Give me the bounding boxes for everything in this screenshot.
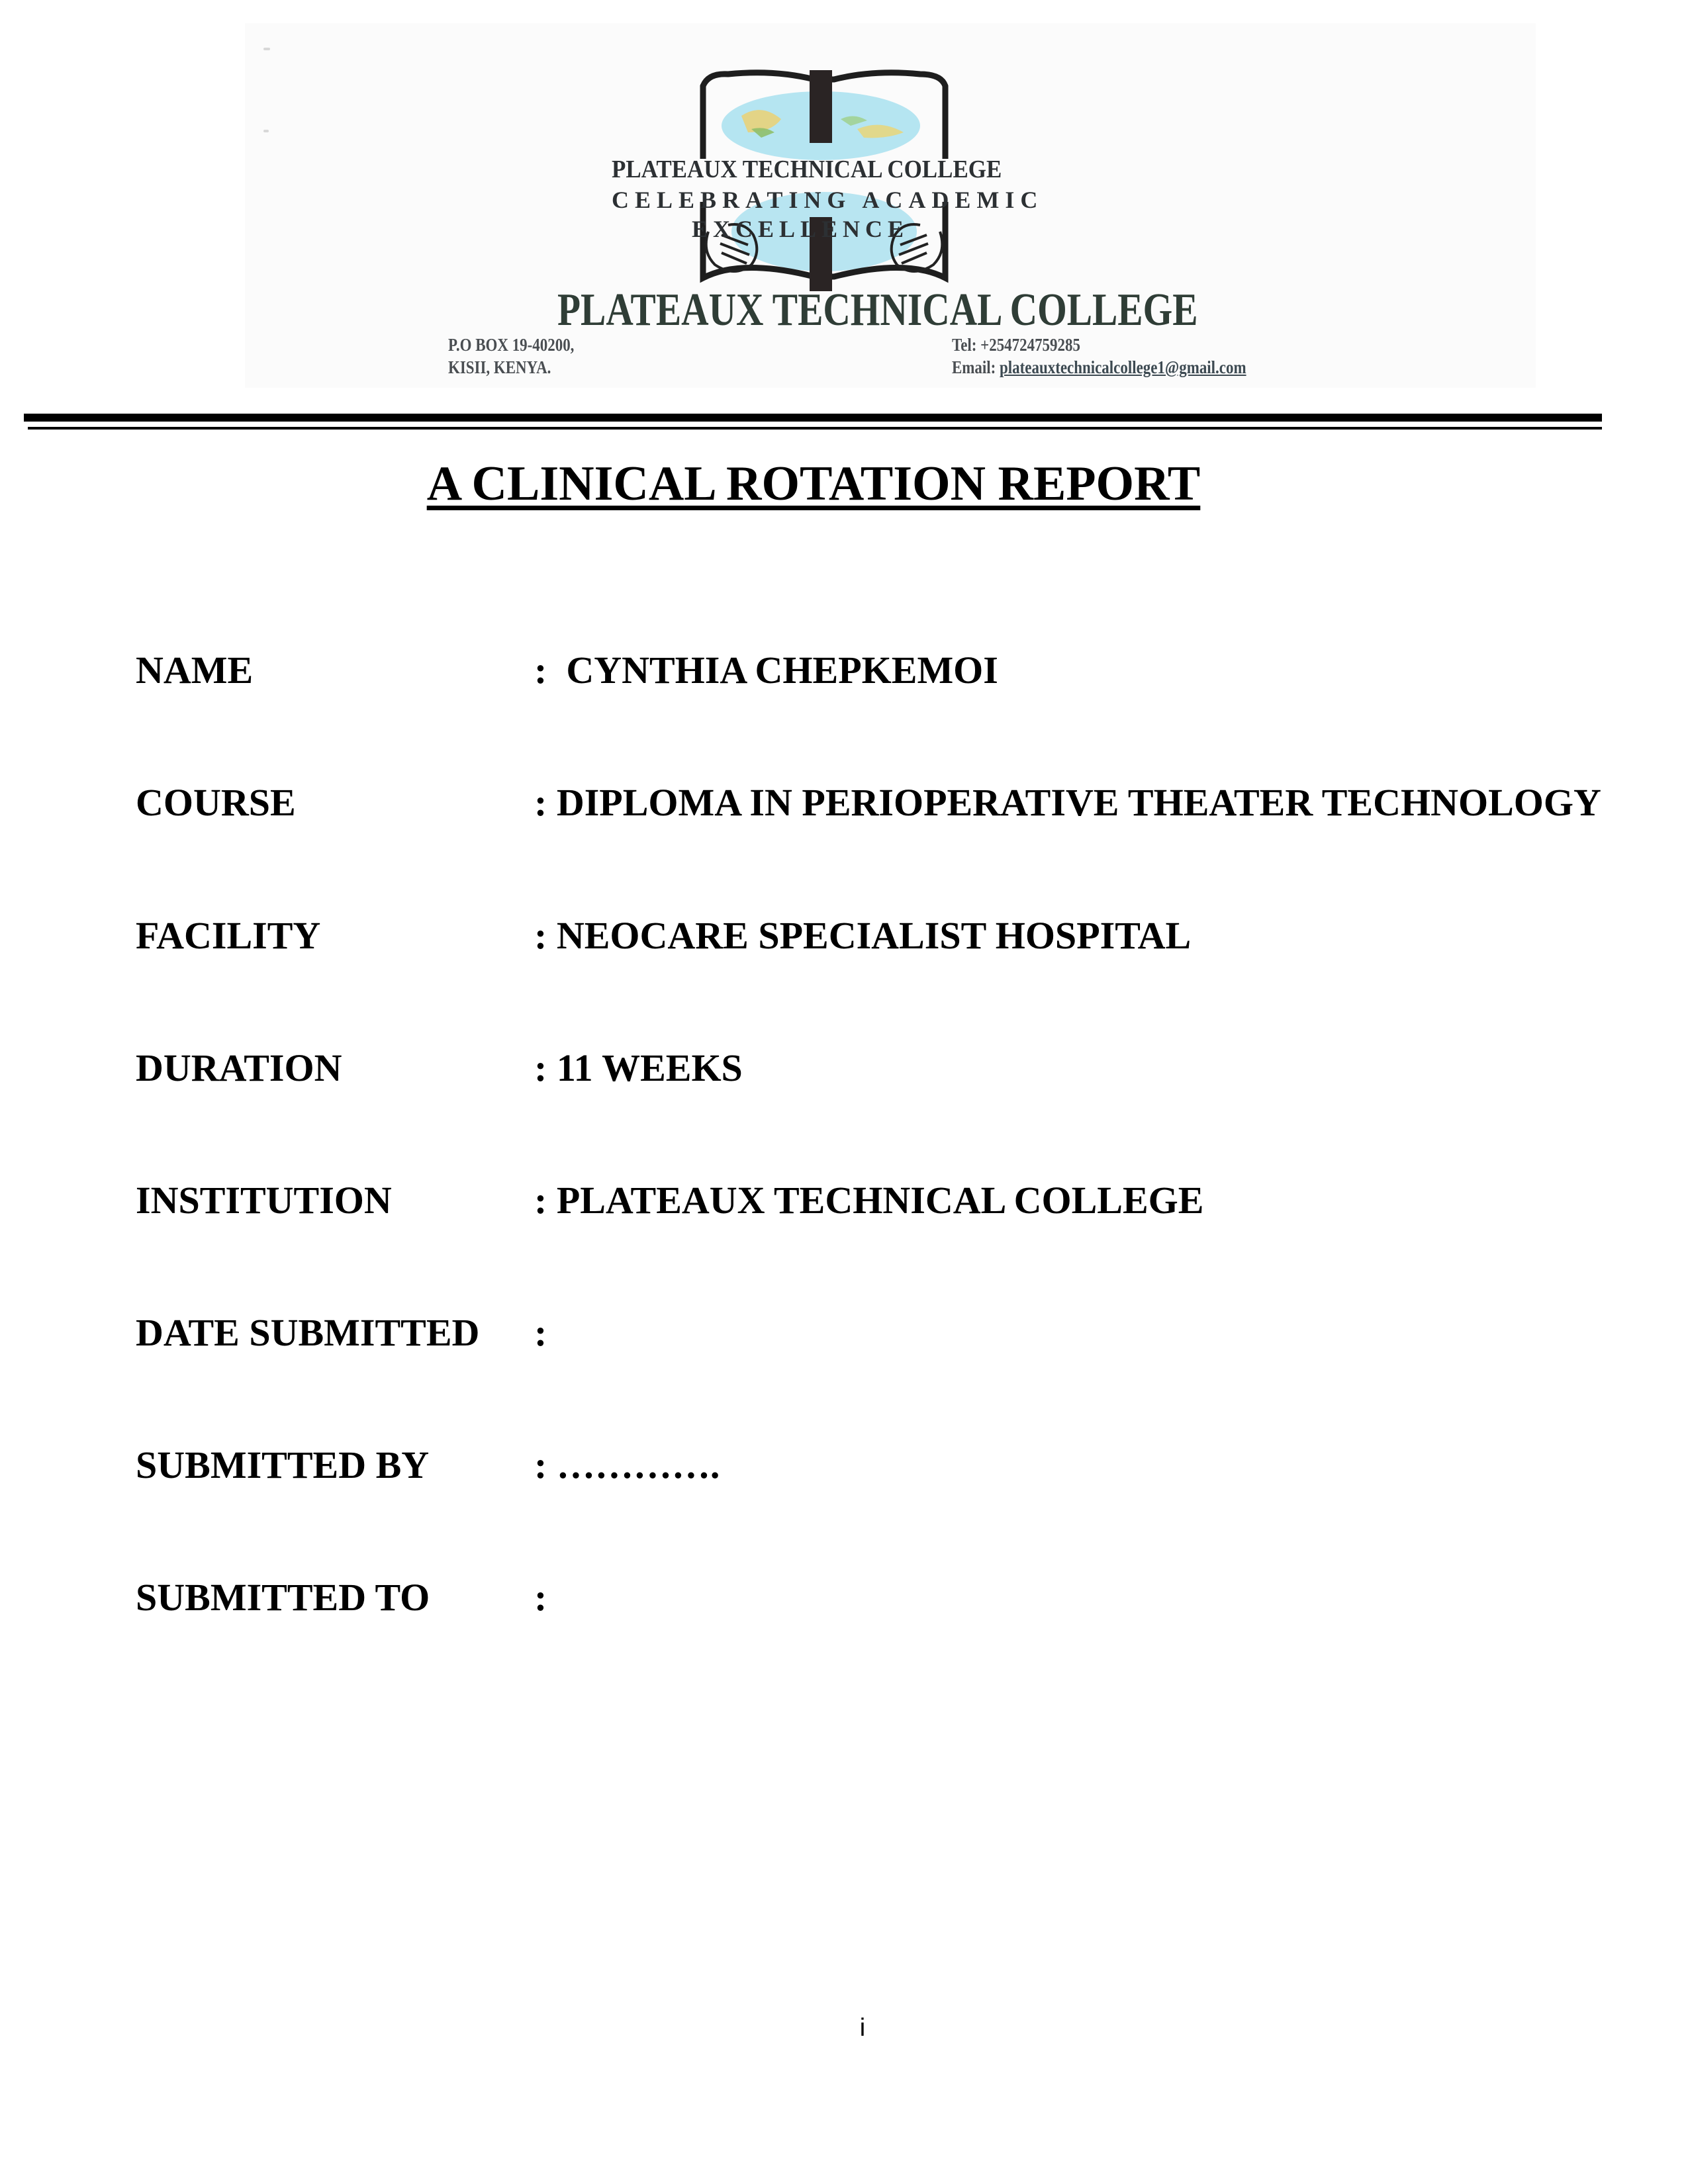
telephone: [952, 334, 1080, 355]
field-label: DATE SUBMITTED: [136, 1311, 480, 1354]
field-value: : PLATEAUX TECHNICAL COLLEGE: [534, 1179, 1204, 1222]
page-number: i: [859, 2014, 866, 2042]
field-value: : ………….: [534, 1443, 720, 1486]
scan-speck: [263, 48, 270, 50]
email-link[interactable]: plateauxtechnicalcollege1@gmail.com: [1000, 357, 1246, 377]
field-label: NAME: [136, 649, 254, 692]
field-submitted-to: [136, 1574, 1658, 1621]
field-label: INSTITUTION: [136, 1179, 392, 1222]
field-label: SUBMITTED BY: [136, 1443, 430, 1486]
field-submitted-by: [136, 1442, 1658, 1488]
logo-motto-line2: EXCELLENCE: [692, 216, 910, 242]
field-value: : DIPLOMA IN PERIOPERATIVE THEATER TECHNOLOGY: [534, 781, 1601, 824]
field-facility: [136, 913, 1658, 959]
address-line-2: KISII, KENYA.: [448, 357, 551, 377]
logo-college-name: PLATEAUX TECHNICAL COLLEGE: [612, 156, 1002, 183]
letterhead-college-name: PLATEAUX TECHNICAL COLLEGE: [557, 285, 1198, 336]
field-value: :: [534, 1311, 547, 1354]
field-value: : NEOCARE SPECIALIST HOSPITAL: [534, 914, 1192, 957]
field-name: [136, 647, 1658, 694]
field-institution: [136, 1177, 1658, 1224]
field-date-submitted: [136, 1310, 1658, 1356]
field-value: : 11 WEEKS: [534, 1046, 743, 1089]
field-course: [136, 780, 1658, 826]
header-rule-thin: [28, 427, 1602, 430]
header-rule-thick: [24, 414, 1602, 422]
logo-motto-line1: CELEBRATING ACADEMIC: [612, 187, 1044, 213]
report-title: [0, 455, 1627, 512]
field-label: COURSE: [136, 781, 296, 824]
field-label: DURATION: [136, 1046, 342, 1089]
address-line-1: P.O BOX 19-40200,: [448, 335, 575, 355]
field-label: FACILITY: [136, 914, 321, 957]
field-duration: [136, 1045, 1658, 1091]
tel-label: Tel:: [952, 335, 977, 355]
scan-speck: [263, 130, 269, 132]
email: [952, 357, 1246, 378]
field-label: SUBMITTED TO: [136, 1576, 430, 1619]
email-label: Email:: [952, 357, 996, 377]
tel-number: +254724759285: [980, 335, 1080, 355]
field-value: : CYNTHIA CHEPKEMOI: [534, 649, 998, 692]
field-value: :: [534, 1576, 547, 1619]
report-title-text: A CLINICAL ROTATION REPORT: [426, 457, 1201, 511]
